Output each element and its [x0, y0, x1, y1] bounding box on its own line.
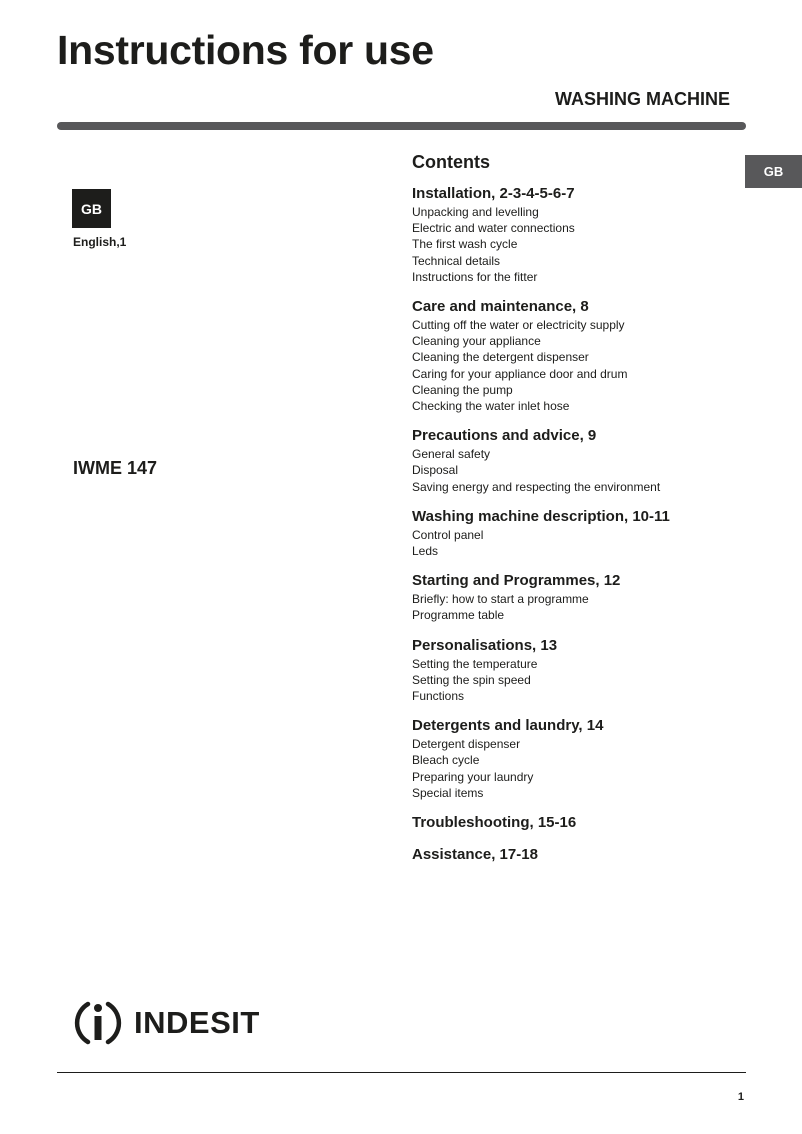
- footer-divider: [57, 1072, 746, 1073]
- language-badge: GB: [72, 189, 111, 228]
- contents-sections: [412, 184, 742, 865]
- section-item: Setting the spin speed: [412, 672, 531, 687]
- section-item: Setting the temperature: [412, 656, 538, 671]
- contents-section: [412, 507, 742, 559]
- section-item: Detergent dispenser: [412, 737, 521, 752]
- contents-title: Contents: [412, 152, 490, 172]
- header-divider-bar: [57, 122, 746, 130]
- page-title: Instructions for use: [57, 27, 434, 73]
- contents-section: [412, 845, 742, 865]
- section-item: Technical details: [412, 253, 501, 268]
- contents-section: [412, 184, 742, 285]
- language-label: English,1: [73, 235, 127, 249]
- section-title: Washing machine description, 10-11: [412, 507, 670, 525]
- section-item: Cleaning the pump: [412, 382, 513, 397]
- section-title: Starting and Programmes, 12: [412, 572, 621, 590]
- section-item: Briefly: how to start a programme: [412, 592, 589, 607]
- section-item: Cutting off the water or electricity supply: [412, 318, 625, 333]
- table-of-contents: [412, 150, 742, 877]
- brand-name: INDESIT: [134, 1005, 260, 1040]
- section-item: Caring for your appliance door and drum: [412, 366, 628, 381]
- contents-section: [412, 716, 742, 801]
- section-item: Cleaning your appliance: [412, 334, 541, 349]
- contents-section: [412, 571, 742, 623]
- section-item: Special items: [412, 785, 484, 800]
- section-title: Assistance, 17-18: [412, 846, 538, 864]
- section-item: Instructions for the fitter: [412, 269, 538, 284]
- contents-section: [412, 426, 742, 495]
- section-item: Electric and water connections: [412, 221, 575, 236]
- section-title: Care and maintenance, 8: [412, 298, 589, 316]
- contents-section: [412, 636, 742, 705]
- section-item: Unpacking and levelling: [412, 205, 539, 219]
- section-item: General safety: [412, 447, 491, 462]
- section-item: Preparing your laundry: [412, 769, 534, 784]
- indesit-logo-icon: [72, 998, 124, 1048]
- contents-section: [412, 813, 742, 833]
- section-item: Saving energy and respecting the environment: [412, 479, 661, 494]
- section-title: Troubleshooting, 15-16: [412, 814, 577, 832]
- section-item: Leds: [412, 544, 439, 559]
- section-title: Installation, 2-3-4-5-6-7: [412, 185, 575, 202]
- section-item: Cleaning the detergent dispenser: [412, 350, 589, 365]
- section-item: Functions: [412, 689, 465, 704]
- page-number: 1: [737, 1091, 744, 1103]
- product-type: WASHING MACHINE: [555, 89, 730, 109]
- section-title: Detergents and laundry, 14: [412, 717, 604, 735]
- section-item: The first wash cycle: [412, 237, 518, 252]
- language-side-tab: GB: [745, 155, 802, 188]
- section-title: Precautions and advice, 9: [412, 427, 597, 445]
- section-item: Disposal: [412, 463, 459, 478]
- model-number: IWME 147: [73, 458, 158, 478]
- section-item: Control panel: [412, 527, 484, 542]
- brand-logo: [72, 998, 260, 1048]
- section-item: Programme table: [412, 608, 505, 623]
- contents-section: [412, 297, 742, 414]
- section-title: Personalisations, 13: [412, 636, 558, 654]
- section-item: Bleach cycle: [412, 753, 480, 768]
- section-item: Checking the water inlet hose: [412, 399, 570, 414]
